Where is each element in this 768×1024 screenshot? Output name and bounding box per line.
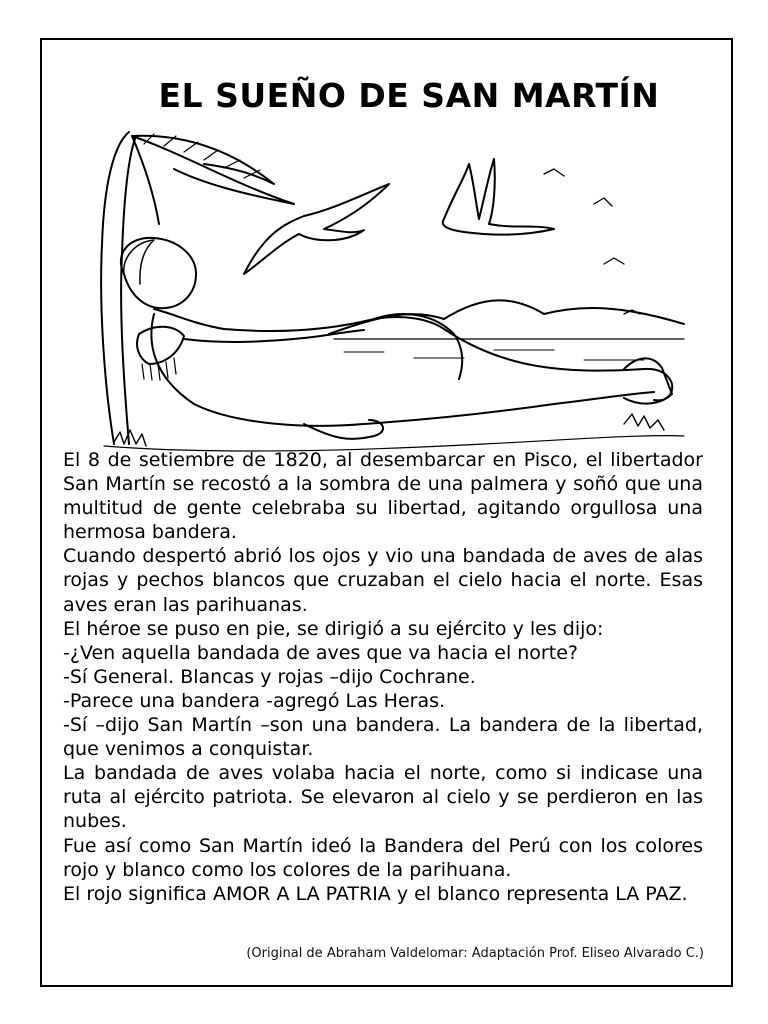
- credit-line: (Original de Abraham Valdelomar: Adaptación Prof. Eliseo Alvarado C.): [246, 946, 704, 961]
- page-title: EL SUEÑO DE SAN MARTÍN: [158, 76, 660, 115]
- epaulette: [137, 327, 184, 364]
- paragraph: -Sí General. Blancas y rojas –dijo Cochrane.: [63, 665, 476, 688]
- grass: [114, 414, 664, 446]
- paragraph: -Parece una bandera -agregó Las Heras.: [63, 689, 446, 712]
- paragraph: El héroe se puso en pie, se dirigió a su ejército y les dijo:: [63, 617, 604, 640]
- palm-fronds: [132, 136, 294, 224]
- story-text: [63, 448, 703, 906]
- distant-birds: [544, 169, 640, 314]
- boot: [624, 358, 672, 403]
- body: [151, 309, 654, 426]
- paragraph: El 8 de setiembre de 1820, al desembarcar en Pisco, el libertador San Martín se recostó a la sombra de una palmera y soñó que una multitud de gente celebraba su libertad, agitando orgullosa una hermosa bandera.: [63, 449, 703, 544]
- paragraph: Fue así como San Martín ideó la Bandera del Perú con los colores rojo y blanco como los colores de la parihuana.: [63, 834, 703, 881]
- san-martin-illustration: [84, 124, 694, 464]
- paragraph: -Sí –dijo San Martín –son una bandera. La bandera de la libertad, que venimos a conquistar.: [63, 714, 703, 761]
- arm: [184, 330, 383, 439]
- paragraph: Cuando despertó abrió los ojos y vio una bandada de aves de alas rojas y pechos blancos que cruzaban el cielo hacia el norte. Esas aves eran las parihuanas.: [63, 545, 703, 616]
- head: [121, 238, 196, 308]
- paragraph: -¿Ven aquella bandada de aves que va hacia el norte?: [63, 641, 578, 664]
- paragraph: La bandada de aves volaba hacia el norte, como si indicase una ruta al ejército patriota. Se elevaron al cielo y se perdieron en las nubes.: [63, 762, 703, 833]
- legs: [374, 314, 672, 400]
- paragraph: El rojo significa AMOR A LA PATRIA y el blanco representa LA PAZ.: [63, 882, 688, 905]
- bird-2: [443, 159, 554, 235]
